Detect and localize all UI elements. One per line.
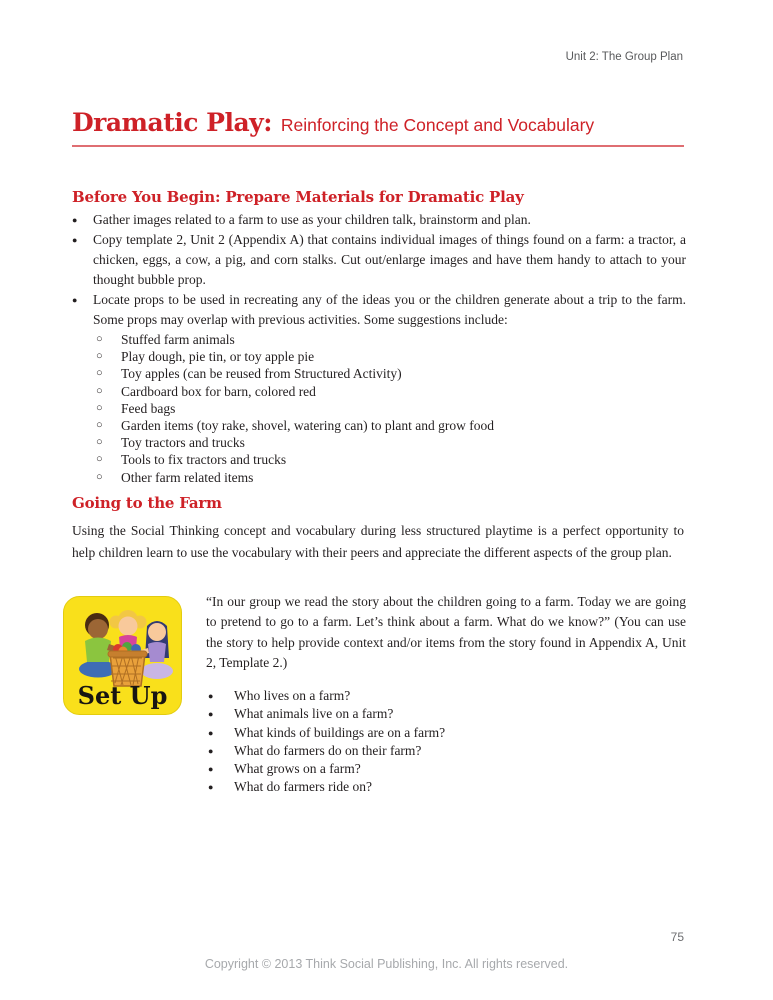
bullet-icon: ● [72, 295, 78, 305]
list-item [96, 434, 686, 451]
setup-script-column [206, 592, 686, 796]
circle-bullet-icon: ○ [96, 367, 103, 380]
setup-badge [63, 596, 182, 715]
page-title-subtitle: Reinforcing the Concept and Vocabulary [280, 115, 595, 135]
list-item [208, 705, 686, 723]
page-number: 75 [670, 930, 684, 944]
teacher-script-paragraph: “In our group we read the story about the children going to a farm. Today we are going to pretend to go to a farm. Let’s think about a farm. What do we know?” (You can use the story to help provide context and/or items from the story found in Appendix A, Unit 2, Template 2.) [206, 594, 686, 670]
list-item [208, 687, 686, 705]
bullet-icon: ● [72, 235, 78, 245]
list-item [208, 760, 686, 778]
question-text: What animals live on a farm? [234, 706, 394, 722]
circle-bullet-icon: ○ [96, 436, 103, 449]
bullet-text: Copy template 2, Unit 2 (Appendix A) that contains individual images of things found on a farm: a tractor, a chicken, eggs, a cow, a pig, and corn stalks. Cut out/enlarge images and have them handy to attach to your thought bubble prop. [93, 232, 686, 287]
list-item [96, 348, 686, 365]
section-heading-before-you-begin: Before You Begin: Prepare Materials for Dramatic Play [72, 188, 524, 206]
circle-bullet-icon: ○ [96, 419, 103, 432]
list-item [72, 210, 686, 230]
unit-header: Unit 2: The Group Plan [565, 51, 683, 63]
bullet-icon: ● [208, 764, 214, 774]
props-sub-bullet-list [96, 331, 686, 486]
sub-bullet-text: Toy apples (can be reused from Structured Activity) [121, 366, 402, 382]
bullet-text: Gather images related to a farm to use as your children talk, brainstorm and plan. [93, 212, 531, 227]
circle-bullet-icon: ○ [96, 333, 103, 345]
going-to-farm-paragraph: Using the Social Thinking concept and vocabulary during less structured playtime is a perfect opportunity to help children learn to use the vocabulary with their peers and appreciate the different aspects of the group plan. [72, 523, 684, 560]
setup-illustration [63, 596, 182, 715]
farm-questions-list [208, 687, 686, 796]
bullet-icon: ● [208, 745, 214, 756]
page-title [72, 108, 594, 137]
section-heading-going-to-the-farm: Going to the Farm [72, 494, 222, 512]
question-text: What do farmers do on their farm? [234, 742, 422, 758]
list-item [72, 290, 686, 330]
sub-bullet-text: Garden items (toy rake, shovel, watering can) to plant and grow food [121, 418, 495, 434]
circle-bullet-icon: ○ [96, 470, 103, 483]
question-text: What grows on a farm? [234, 761, 361, 776]
circle-bullet-icon: ○ [96, 453, 103, 466]
bullet-icon: ● [208, 782, 214, 793]
sub-bullet-text: Play dough, pie tin, or toy apple pie [121, 349, 315, 365]
list-item [96, 417, 686, 434]
sub-bullet-text: Other farm related items [121, 469, 254, 485]
list-item [72, 230, 686, 290]
sub-bullet-text: Stuffed farm animals [121, 332, 235, 347]
list-item [208, 724, 686, 742]
list-item [96, 383, 686, 400]
list-item [96, 451, 686, 468]
materials-bullet-list [72, 210, 686, 486]
bullet-icon: ● [72, 215, 78, 225]
bullet-icon: ● [208, 691, 214, 702]
bullet-text: Locate props to be used in recreating any of the ideas you or the children generate about a trip to the farm. Some props may overlap with previous activities. Some suggestions include: [93, 292, 686, 327]
setup-badge-label: Set Up [77, 681, 168, 710]
title-divider-rule [72, 145, 684, 147]
list-item [96, 469, 686, 486]
list-item [96, 365, 686, 382]
list-item [208, 742, 686, 760]
circle-bullet-icon: ○ [96, 384, 103, 397]
bullet-icon: ● [208, 727, 214, 738]
list-item [96, 400, 686, 417]
sub-bullet-text: Tools to fix tractors and trucks [121, 452, 287, 468]
page-title-main: Dramatic Play: [72, 108, 272, 137]
sub-bullet-text: Feed bags [121, 400, 176, 416]
list-item [208, 778, 686, 796]
sub-bullet-text: Cardboard box for barn, colored red [121, 383, 316, 399]
bullet-icon: ● [208, 709, 214, 720]
copyright-notice: Copyright © 2013 Think Social Publishing, Inc. All rights reserved. [204, 957, 569, 971]
question-text: Who lives on a farm? [234, 688, 351, 704]
question-text: What kinds of buildings are on a farm? [234, 724, 446, 740]
question-text: What do farmers ride on? [234, 779, 372, 795]
circle-bullet-icon: ○ [96, 350, 103, 363]
circle-bullet-icon: ○ [96, 401, 103, 414]
sub-bullet-text: Toy tractors and trucks [121, 435, 245, 451]
list-item [96, 331, 686, 348]
